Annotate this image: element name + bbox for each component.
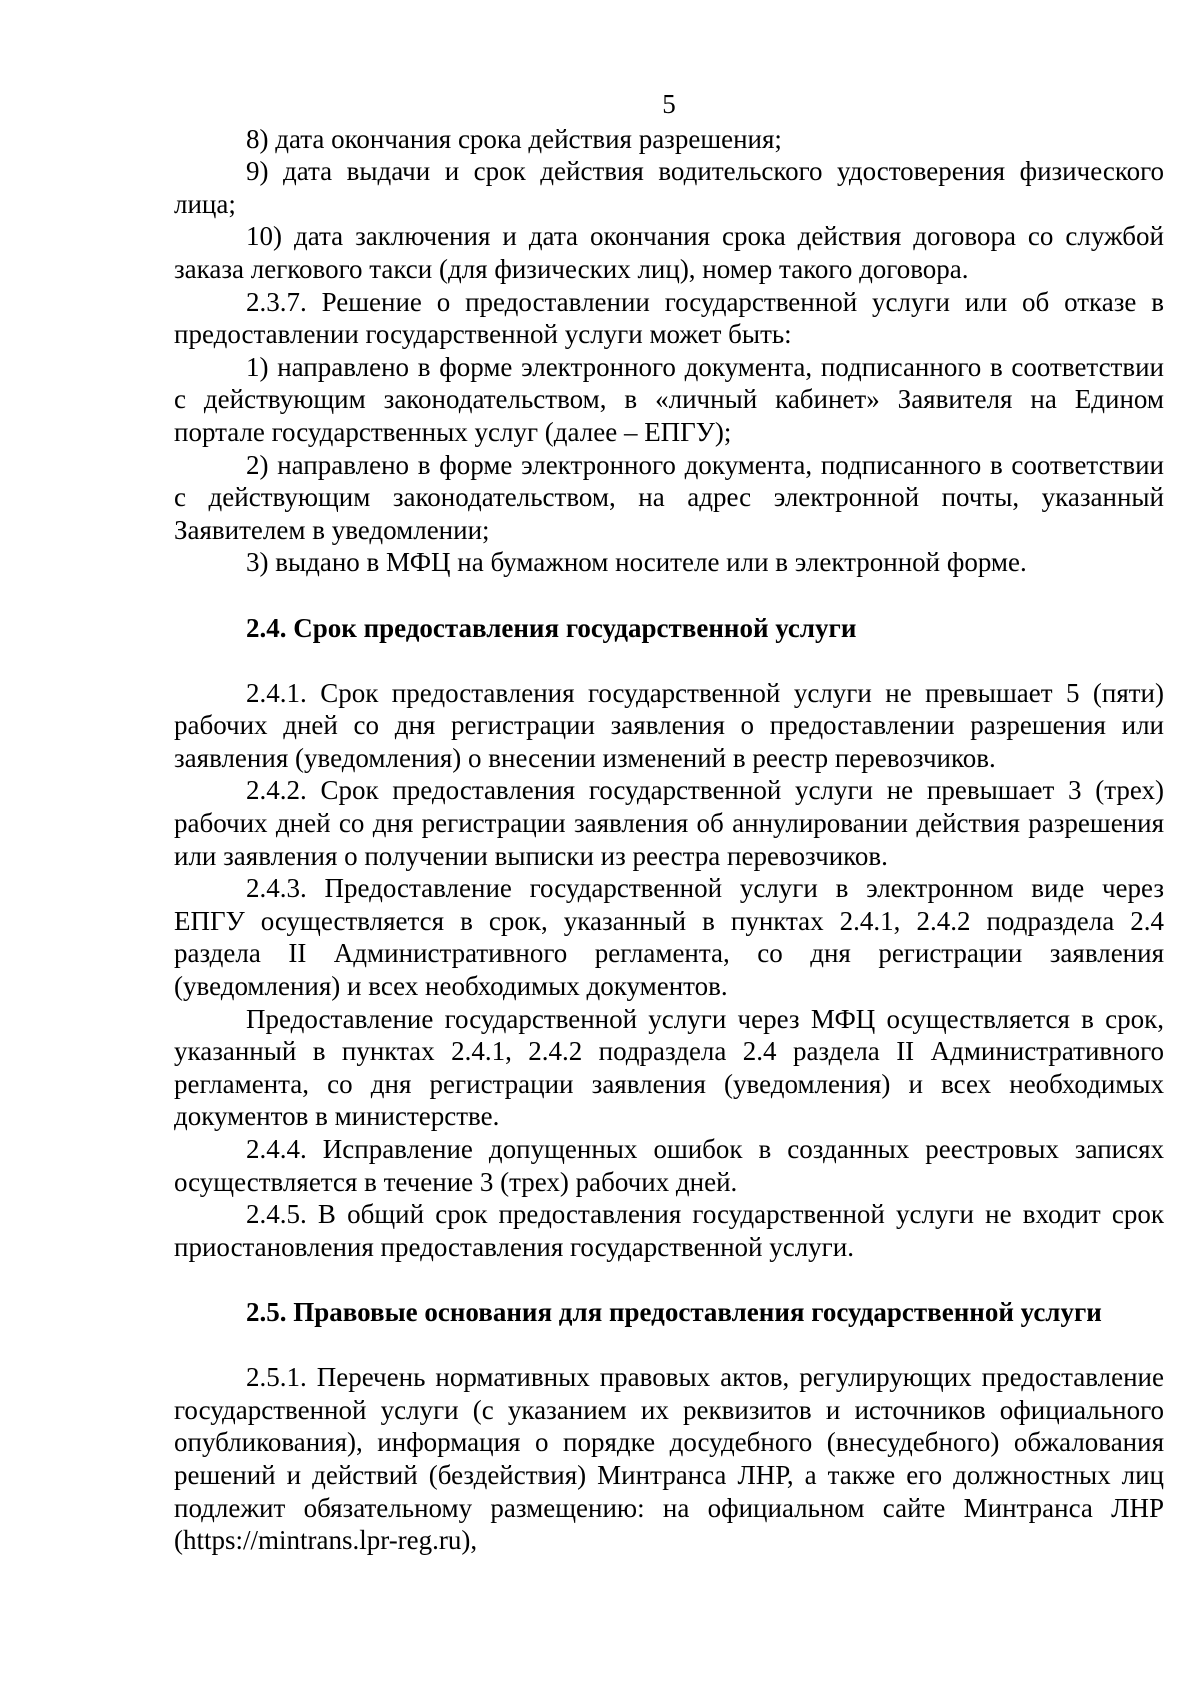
paragraph-2-5-1: 2.5.1. Перечень нормативных правовых актов, регулирующих предоставление государственной услуги (с указанием их реквизитов и источников официального опубликования), информация о порядке досудебного (внесудебного) обжалования решений и действий (бездействия) Минтранса ЛНР, а также его должностных лиц подлежит обязательному размещению: на официальном сайте Минтранса ЛНР (https://mintrans.lpr-reg.ru), bbox=[174, 1362, 1164, 1556]
page-number: 5 bbox=[662, 89, 676, 119]
list-item-8: 8) дата окончания срока действия разрешения; bbox=[246, 123, 782, 154]
paragraph-2-3-7: 2.3.7. Решение о предоставлении государственной услуги или об отказе в предоставлении государственной услуги может быть: bbox=[174, 286, 1164, 350]
paragraph-2-4-2: 2.4.2. Срок предоставления государственной услуги не превышает 3 (трех) рабочих дней со дня регистрации заявления об аннулировании действия разрешения или заявления о получении выписки из реестра перевозчиков. bbox=[174, 775, 1164, 871]
paragraph-2-4-3: 2.4.3. Предоставление государственной услуги в электронном виде через ЕПГУ осуществляется в срок, указанный в пунктах 2.4.1, 2.4.2 подраздела 2.4 раздела II Административного регламента, со дня регистрации заявления (уведомления) и всех необходимых документов. bbox=[174, 873, 1164, 1002]
list-item-9: 9) дата выдачи и срок действия водительского удостоверения физического лица; bbox=[174, 156, 1164, 219]
list-item-2: 2) направлено в форме электронного документа, подписанного в соответствии с действующим законодательством, на адрес электронной почты, указанный Заявителем в уведомлении; bbox=[174, 449, 1164, 545]
list-item-10: 10) дата заключения и дата окончания срока действия договора со службой заказа легкового такси (для физических лиц), номер такого договора. bbox=[174, 221, 1164, 284]
list-item-3: 3) выдано в МФЦ на бумажном носителе или в электронной форме. bbox=[246, 547, 1027, 578]
paragraph-mfc: Предоставление государственной услуги через МФЦ осуществляется в срок, указанный в пунктах 2.4.1, 2.4.2 подраздела 2.4 раздела II Административного регламента, со дня регистрации заявления (уведомления) и всех необходимых документов в министерстве. bbox=[174, 1003, 1164, 1132]
section-heading-2-5: 2.5. Правовые основания для предоставления государственной услуги bbox=[246, 1296, 1102, 1327]
section-heading-2-4: 2.4. Срок предоставления государственной услуги bbox=[246, 612, 857, 643]
paragraph-2-4-4: 2.4.4. Исправление допущенных ошибок в созданных реестровых записях осуществляется в течение 3 (трех) рабочих дней. bbox=[174, 1134, 1164, 1197]
list-item-1: 1) направлено в форме электронного документа, подписанного в соответствии с действующим законодательством, в «личный кабинет» Заявителя на Едином портале государственных услуг (далее – ЕПГУ); bbox=[174, 351, 1164, 447]
document-page bbox=[174, 88, 1164, 1557]
paragraph-2-4-1: 2.4.1. Срок предоставления государственной услуги не превышает 5 (пяти) рабочих дней со дня регистрации заявления о предоставлении разрешения или заявления (уведомления) о внесении изменений в реестр перевозчиков. bbox=[174, 677, 1164, 773]
paragraph-2-4-5: 2.4.5. В общий срок предоставления государственной услуги не входит срок приостановления предоставления государственной услуги. bbox=[174, 1199, 1164, 1262]
